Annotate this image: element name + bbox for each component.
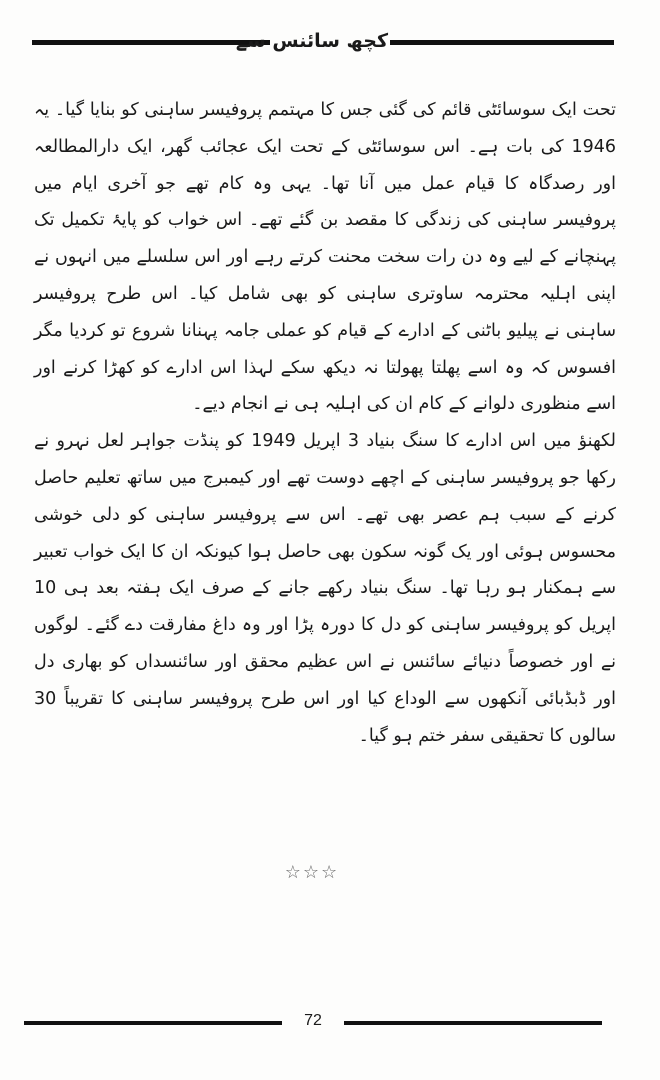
header-rule-left <box>32 40 270 45</box>
page-body <box>34 92 616 754</box>
footer-rule-left <box>24 1021 282 1025</box>
footer-rule-right <box>344 1021 602 1025</box>
page-footer <box>24 1008 602 1034</box>
running-title: کچھ سائنس سے <box>235 30 388 52</box>
paragraph: لکھنؤ میں اس ادارے کا سنگ بنیاد 3 اپریل 1949 کو پنڈت جواہر لعل نہرو نے رکھا جو پروفیسر ساہنی کے اچھے دوست تھے اور کیمبرج میں ساتھ تعلیم حاصل کرنے کے سبب ہم عصر بھی تھے۔ اس سے پروفیسر ساہنی کو دلی خوشی محسوس ہوئی اور یک گونہ سکون بھی حاصل ہوا کیونکہ ان کا ایک خواب تعبیر سے ہمکنار ہو رہا تھا۔ سنگ بنیاد رکھے جانے کے صرف ایک ہفتہ بعد ہی 10 اپریل کو پروفیسر ساہنی کو دل کا دورہ پڑا اور وہ داغ مفارقت دے گئے۔ لوگوں نے اور خصوصاً دنیائے سائنس نے اس عظیم محقق اور سائنسداں کو بھاری دل اور ڈبڈبائی آنکھوں سے الوداع کیا اور اس طرح پروفیسر ساہنی کا تقریباً 30 سالوں کا تحقیقی سفر ختم ہو گیا۔ <box>34 431 617 746</box>
running-header <box>32 26 614 56</box>
section-end-ornament: ☆☆☆ <box>284 862 340 883</box>
header-rule-right <box>390 40 614 45</box>
paragraph: تحت ایک سوسائٹی قائم کی گئی جس کا مہتمم پروفیسر ساہنی کو بنایا گیا۔ یہ 1946 کی بات ہے۔ اس سوسائٹی کے تحت ایک عجائب گھر، ایک دارالمطالعہ اور رصدگاہ کا قیام عمل میں آنا تھا۔ یہی وہ کام تھے جو آخری ایام میں پروفیسر ساہنی کی زندگی کا مقصد بن گئے تھے۔ اس خواب کو پایۂ تکمیل تک پہنچانے کے لیے وہ دن رات سخت محنت کرتے رہے اور اس سلسلے میں انہوں نے اپنی اہلیہ محترمہ ساوتری ساہنی کو بھی شامل کیا۔ اس طرح پروفیسر ساہنی نے پیلیو باٹنی کے ادارے کے قیام کو عملی جامہ پہنانا شروع تو کردیا مگر افسوس کہ وہ اسے پھلتا پھولتا نہ دیکھ سکے لہذا اس ادارے کو کھڑا کرنے اور اسے منظوری دلوانے کے کام ان کی اہلیہ ہی نے انجام دیے۔ <box>34 100 616 415</box>
page-number: 72 <box>304 1012 322 1029</box>
